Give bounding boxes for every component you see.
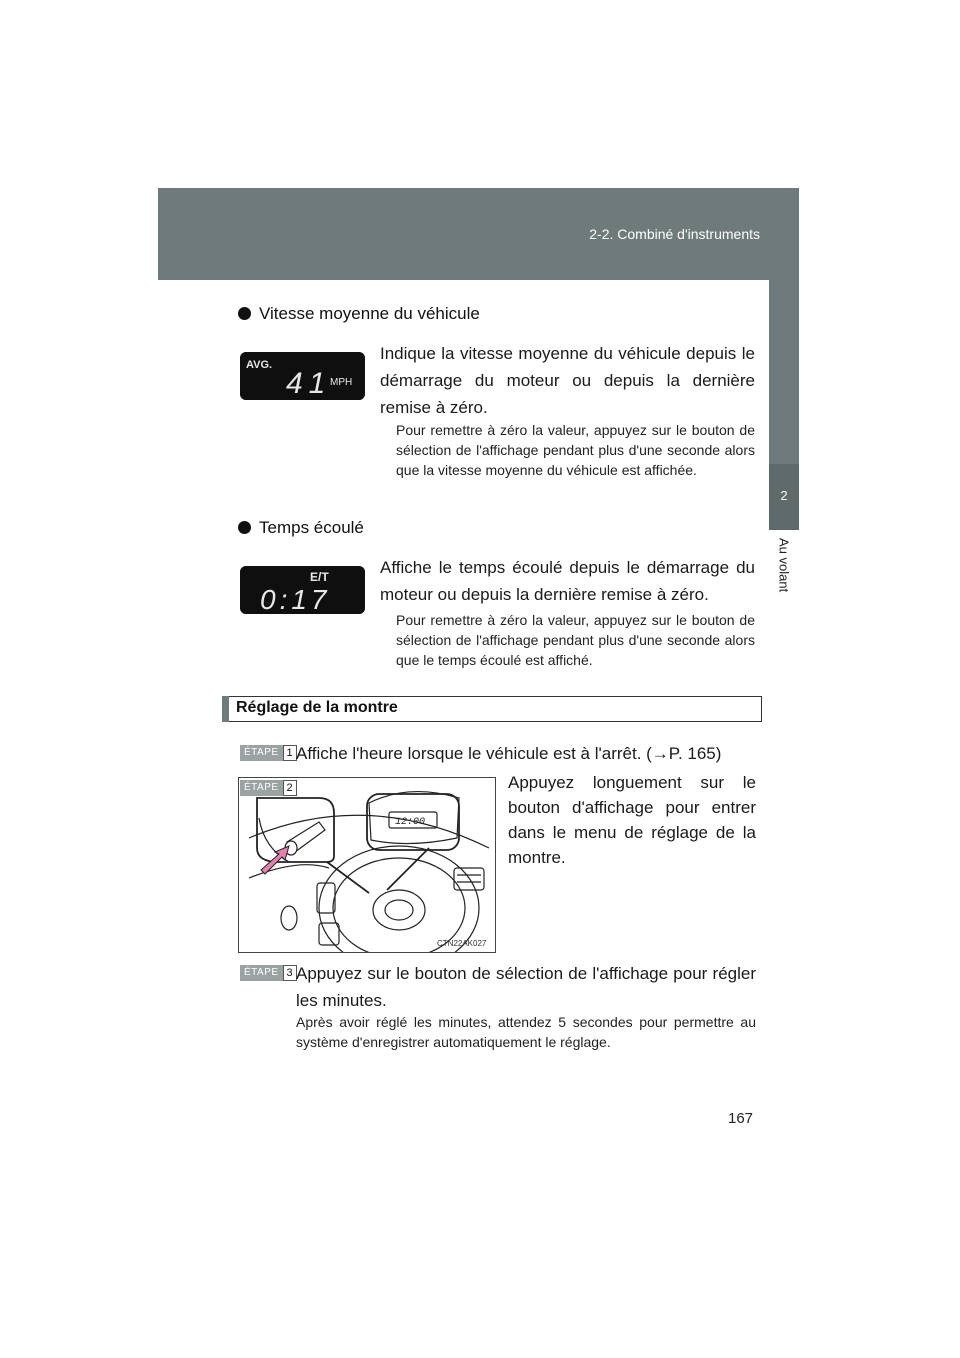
- section-title-header: 2-2. Combiné d'instruments: [589, 226, 760, 242]
- step-number: 1: [283, 745, 297, 761]
- bullet-icon: [238, 307, 251, 320]
- step-3-text: Appuyez sur le bouton de sélection de l'affichage pour régler les minutes.: [296, 964, 756, 1010]
- step-label: ÉTAPE: [240, 780, 283, 796]
- step-2-badge: [240, 780, 297, 796]
- avg-speed-heading: [238, 304, 480, 324]
- elapsed-time-heading-text: Temps écoulé: [259, 518, 364, 537]
- avg-speed-note: Pour remettre à zéro la valeur, appuyez sur le bouton de sélection de l'affichage pendant plus d'une seconde alors que la vitesse moyenne du véhicule est affichée.: [396, 422, 755, 478]
- illustration-display-value: 12:00: [395, 817, 426, 828]
- avg-speed-heading-text: Vitesse moyenne du véhicule: [259, 304, 480, 323]
- step-2-text: Appuyez longuement sur le bouton d'affichage pour entrer dans le menu de réglage de la montre.: [508, 773, 756, 867]
- step-label: ÉTAPE: [240, 965, 283, 981]
- step-number: 3: [283, 965, 297, 981]
- side-tab-label: Au volant: [776, 538, 792, 593]
- step-number: 2: [283, 780, 297, 796]
- steering-wheel-drawing: [239, 778, 495, 952]
- step-1-text: Affiche l'heure lorsque le véhicule est à l'arrêt. (→P. 165): [296, 744, 722, 763]
- avg-speed-display: [240, 352, 365, 400]
- bullet-icon: [238, 521, 251, 534]
- step-3-note: Après avoir réglé les minutes, attendez 5 secondes pour permettre au système d'enregistrer automatiquement le réglage.: [296, 1014, 756, 1050]
- elapsed-time-heading: [238, 518, 364, 538]
- clock-section-accent: [222, 696, 229, 722]
- step-1-badge: [240, 745, 297, 761]
- avg-display-label: AVG.: [246, 359, 273, 371]
- elapsed-time-display: [240, 566, 365, 614]
- et-display-value: 0:17: [260, 584, 331, 614]
- elapsed-time-description: Affiche le temps écoulé depuis le démarrage du moteur ou depuis la dernière remise à zéro.: [380, 558, 755, 604]
- avg-display-unit: MPH: [330, 377, 353, 388]
- illustration-code: CTN22AK027: [437, 939, 487, 948]
- avg-display-value: 41: [286, 367, 332, 400]
- side-tab-background: [769, 188, 799, 464]
- step-label: ÉTAPE: [240, 745, 283, 761]
- page-number: 167: [728, 1110, 754, 1127]
- elapsed-time-note: Pour remettre à zéro la valeur, appuyez sur le bouton de sélection de l'affichage pendant plus d'une seconde alors que le temps écoulé est affiché.: [396, 612, 755, 668]
- et-display-label: E/T: [310, 570, 329, 584]
- avg-speed-description: Indique la vitesse moyenne du véhicule depuis le démarrage du moteur ou depuis la dernière remise à zéro.: [380, 344, 755, 417]
- side-tab-number: 2: [780, 488, 788, 503]
- clock-section-title: Réglage de la montre: [236, 699, 398, 716]
- step-3-badge: [240, 965, 297, 981]
- steering-wheel-illustration: [238, 777, 496, 953]
